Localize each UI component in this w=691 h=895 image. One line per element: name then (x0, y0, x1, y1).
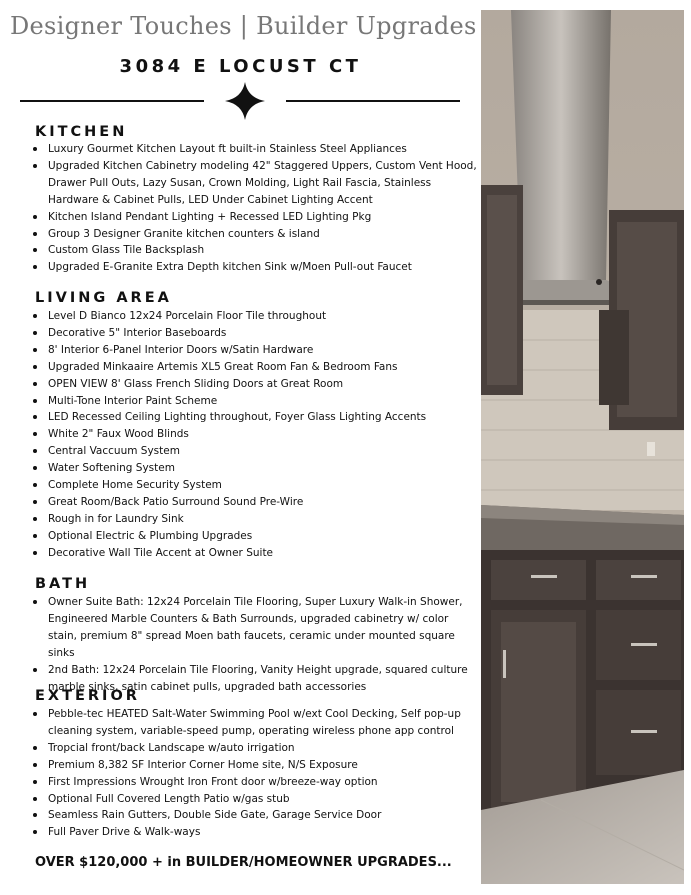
upgrades-total-footer: OVER $120,000 + in BUILDER/HOMEOWNER UPGRADES... (35, 855, 452, 870)
list-item: Group 3 Designer Granite kitchen counters & island (32, 226, 478, 243)
list-item: Seamless Rain Gutters, Double Side Gate, Garage Service Door (32, 807, 478, 824)
exterior-list (32, 706, 478, 841)
list-item: Optional Electric & Plumbing Upgrades (32, 528, 478, 545)
kitchen-photo (481, 10, 684, 884)
property-address: 3084 E LOCUST CT (119, 56, 362, 77)
list-item: Kitchen Island Pendant Lighting + Recessed LED Lighting Pkg (32, 209, 478, 226)
list-item: First Impressions Wrought Iron Front door w/breeze-way option (32, 774, 478, 791)
list-item: Level D Bianco 12x24 Porcelain Floor Tile throughout (32, 308, 478, 325)
star-divider (20, 80, 460, 120)
list-item: Central Vaccuum System (32, 443, 478, 460)
list-item: Upgraded Kitchen Cabinetry modeling 42" Staggered Uppers, Custom Vent Hood, Drawer Pull Outs, Lazy Susan, Crown Molding, Light Rail Fascia, Stainless Hardware & Cabinet Pulls, LED Under Cabinet Lighting Accent (32, 158, 478, 209)
page-title: Designer Touches | Builder Upgrades (10, 12, 477, 40)
list-item: Decorative Wall Tile Accent at Owner Suite (32, 545, 478, 562)
section-heading-bath: BATH (35, 576, 91, 592)
list-item: Rough in for Laundry Sink (32, 511, 478, 528)
list-item: Pebble-tec HEATED Salt-Water Swimming Pool w/ext Cool Decking, Self pop-up cleaning system, variable-speed pump, operating wireless phone app control (32, 706, 478, 740)
section-heading-living-area: LIVING AREA (35, 290, 172, 306)
kitchen-illustration (481, 10, 684, 884)
list-item: Upgraded E-Granite Extra Depth kitchen Sink w/Moen Pull-out Faucet (32, 259, 478, 276)
list-item: Luxury Gourmet Kitchen Layout ft built-in Stainless Steel Appliances (32, 141, 478, 158)
list-item: Optional Full Covered Length Patio w/gas stub (32, 791, 478, 808)
list-item: Tropcial front/back Landscape w/auto irrigation (32, 740, 478, 757)
list-item: Upgraded Minkaaire Artemis XL5 Great Room Fan & Bedroom Fans (32, 359, 478, 376)
section-heading-exterior: EXTERIOR (35, 688, 140, 704)
list-item: Owner Suite Bath: 12x24 Porcelain Tile Flooring, Super Luxury Walk-in Shower, Engineered Marble Counters & Bath Surrounds, upgraded cabinetry w/ color stain, premium 8" spread Moen bath faucets, ceramic under mounted square sinks (32, 594, 478, 662)
living-area-list (32, 308, 478, 562)
list-item: White 2" Faux Wood Blinds (32, 426, 478, 443)
list-item: 2nd Bath: 12x24 Porcelain Tile Flooring, Vanity Height upgrade, squared culture marble sinks, satin cabinet pulls, upgraded bath accessories (32, 662, 478, 696)
list-item: 8' Interior 6-Panel Interior Doors w/Satin Hardware (32, 342, 478, 359)
list-item: Complete Home Security System (32, 477, 478, 494)
list-item: Great Room/Back Patio Surround Sound Pre-Wire (32, 494, 478, 511)
list-item: Full Paver Drive & Walk-ways (32, 824, 478, 841)
list-item: OPEN VIEW 8' Glass French Sliding Doors at Great Room (32, 376, 478, 393)
list-item: Decorative 5" Interior Baseboards (32, 325, 478, 342)
section-heading-kitchen: KITCHEN (35, 124, 128, 140)
kitchen-list (32, 141, 478, 276)
list-item: Premium 8,382 SF Interior Corner Home site, N/S Exposure (32, 757, 478, 774)
list-item: LED Recessed Ceiling Lighting throughout, Foyer Glass Lighting Accents (32, 409, 478, 426)
list-item: Custom Glass Tile Backsplash (32, 242, 478, 259)
list-item: Multi-Tone Interior Paint Scheme (32, 393, 478, 410)
list-item: Water Softening System (32, 460, 478, 477)
bath-list (32, 594, 478, 695)
sparkle-star-icon (225, 82, 265, 120)
